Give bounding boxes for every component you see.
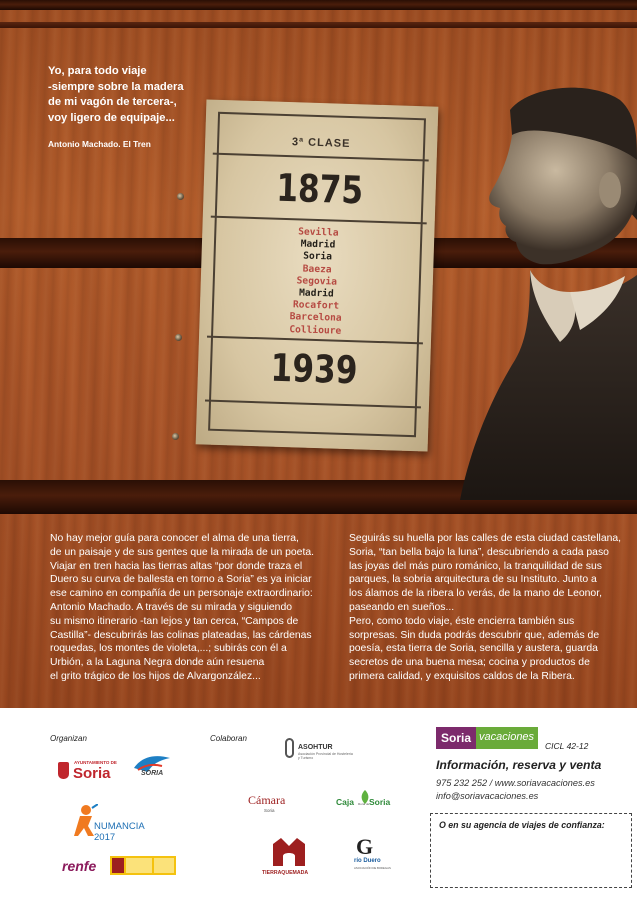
organizan-label: Organizan <box>50 734 87 743</box>
nail-icon <box>172 433 179 440</box>
quote-line: Yo, para todo viaje <box>48 65 147 77</box>
body-line: Urbión, a la Laguna Negra donde aún resuena <box>50 657 265 669</box>
rio-duero-subtext: ASOCIACIÓN DE BODEGAS <box>354 866 391 870</box>
soria-tourism-logo[interactable] <box>130 750 174 786</box>
renfe-logo[interactable]: renfe <box>62 858 97 874</box>
plank-seam <box>0 0 637 10</box>
body-line: las joyas del más puro románico, la tranquilidad de sus <box>349 560 602 572</box>
body-line: su mismo itinerario -tan lejos y tan cerca, “Campos de <box>50 615 299 627</box>
soria-logo-text: Soria <box>73 765 111 782</box>
body-line: los álamos de la ribera lo verás, de la mano de Leonor, <box>349 588 602 600</box>
ticket-stop: Madrid <box>298 287 334 300</box>
logo-block <box>154 858 174 873</box>
camara-subtext: Soria <box>264 808 275 813</box>
rio-duero-text: río Duero <box>354 858 381 864</box>
coat-of-arms-icon <box>58 762 69 779</box>
nail-icon <box>177 193 184 200</box>
camara-text: Cámara <box>248 793 286 807</box>
ayuntamiento-soria-logo[interactable] <box>58 760 126 784</box>
soria-tourism-text: SORIA <box>141 770 164 777</box>
colaboran-label: Colaboran <box>210 734 247 743</box>
rio-duero-logo[interactable] <box>354 834 394 880</box>
body-line: primera calidad, y exquisitos caldos de la Ribera. <box>349 670 575 682</box>
soria-vacaciones-part1: Soria <box>436 727 476 749</box>
body-line: el grito trágico de los hijos de Alvargonzález... <box>50 670 261 682</box>
body-line: Castilla”- descubrirás las colinas plateadas, las cárdenas <box>50 629 312 641</box>
gobierno-espana-logo[interactable] <box>110 856 176 875</box>
ticket-year-start: 1875 <box>275 165 364 213</box>
plank-seam <box>0 22 637 28</box>
castle-icon <box>269 836 309 868</box>
body-line: de un paisaje y de sus gentes que la mirada de un poeta. <box>50 546 314 558</box>
email-link[interactable]: info@soriavacaciones.es <box>436 791 539 801</box>
body-line: ese camino en compañía de un personaje extraordinario: <box>50 588 313 600</box>
quote-line: -siempre sobre la madera <box>48 80 184 93</box>
info-title: Información, reserva y venta <box>436 758 602 772</box>
body-column-left <box>50 532 335 684</box>
soria-vacaciones-part2: vacaciones <box>476 727 538 749</box>
body-line: Antonio Machado. A través de su mirada y siguiendo <box>50 601 293 613</box>
body-column-right <box>349 532 629 684</box>
ticket-class: 3ª CLASE <box>291 136 351 150</box>
ticket-stop: Barcelona <box>289 311 342 325</box>
portrait-image <box>420 80 637 500</box>
ticket-stop: Sevilla <box>297 226 339 239</box>
rio-duero-g-icon: G <box>356 834 374 859</box>
ticket-stop: Segovia <box>296 275 338 288</box>
body-line: secretos de una buena mesa; cocina y productos de <box>349 657 590 669</box>
body-line: poesía, esta tierra de Soria, sencilla y austera, guarda <box>349 643 598 655</box>
agency-box <box>430 813 632 888</box>
asohtur-text: ASOHTUR <box>298 744 333 751</box>
train-ticket <box>196 99 439 451</box>
caja-soria-text: Soria <box>369 797 391 807</box>
tierraquemada-text: TIERRAQUEMADA <box>262 870 309 876</box>
phone-web[interactable]: 975 232 252 / www.soriavacaciones.es <box>436 778 595 788</box>
ayuntamiento-small-text: AYUNTAMIENTO DE <box>74 760 117 765</box>
body-line: Seguirás su huella por las calles de esta ciudad castellana, <box>349 533 622 544</box>
tierraquemada-logo[interactable] <box>262 836 316 880</box>
body-line: Viajar en tren hacia las tierras altas “por donde traza el <box>50 560 303 572</box>
caja-subtext: Rural de <box>358 802 370 806</box>
body-line: roquedas, los montes de violeta,...; subirás con él a <box>50 643 287 655</box>
cicl-code: CICL 42-12 <box>545 741 589 751</box>
ticket-stop: Madrid <box>300 238 336 251</box>
ticket-year-end: 1939 <box>270 345 359 393</box>
ticket-stops <box>199 223 434 340</box>
body-line: sorpresas. Sin duda podrás descubrir que, además de <box>349 629 600 641</box>
camara-soria-logo[interactable] <box>248 793 300 817</box>
body-line: Duero su curva de ballesta en torno a Soria” es ya iniciar <box>50 574 312 586</box>
quote-author: Antonio Machado. El Tren <box>48 139 151 149</box>
logo-block <box>126 858 152 873</box>
caja-text: Caja <box>336 797 354 807</box>
ticket-stop: Rocafort <box>292 299 340 312</box>
asohtur-icon <box>285 738 294 758</box>
bird-icon <box>130 750 174 786</box>
poem-quote <box>48 64 208 126</box>
footer <box>0 708 637 907</box>
body-line: paseando en sueños... <box>349 601 455 613</box>
nail-icon <box>175 334 182 341</box>
ticket-stop: Baeza <box>302 263 332 276</box>
soria-vacaciones-logo[interactable] <box>436 727 535 749</box>
ticket-stop: Soria <box>302 250 333 263</box>
body-line: Pero, como todo viaje, éste encierra también sus <box>349 615 575 627</box>
quote-line: voy ligero de equipaje... <box>48 111 175 124</box>
ticket-stop: Collioure <box>289 323 342 337</box>
caja-rural-soria-logo[interactable] <box>336 790 396 814</box>
crest-icon <box>112 858 124 873</box>
numancia-logo[interactable] <box>72 804 164 843</box>
quote-line: de mi vagón de tercera-, <box>48 96 177 108</box>
agency-label: O en su agencia de viajes de confianza: <box>439 820 605 830</box>
body-line: parques, la sobria arquitectura de su Instituto. Junto a <box>349 574 597 586</box>
body-line: No hay mejor guía para conocer el alma de una tierra, <box>50 533 299 544</box>
asohtur-logo[interactable] <box>285 738 355 762</box>
numancia-text: NUMANCIA 2017 <box>94 821 145 843</box>
asohtur-subtext: Asociación Provincial de Hostelería y Turismo <box>298 752 353 760</box>
body-line: Soria, “tan bella bajo la luna”, descubriendo a cada paso <box>349 546 609 558</box>
